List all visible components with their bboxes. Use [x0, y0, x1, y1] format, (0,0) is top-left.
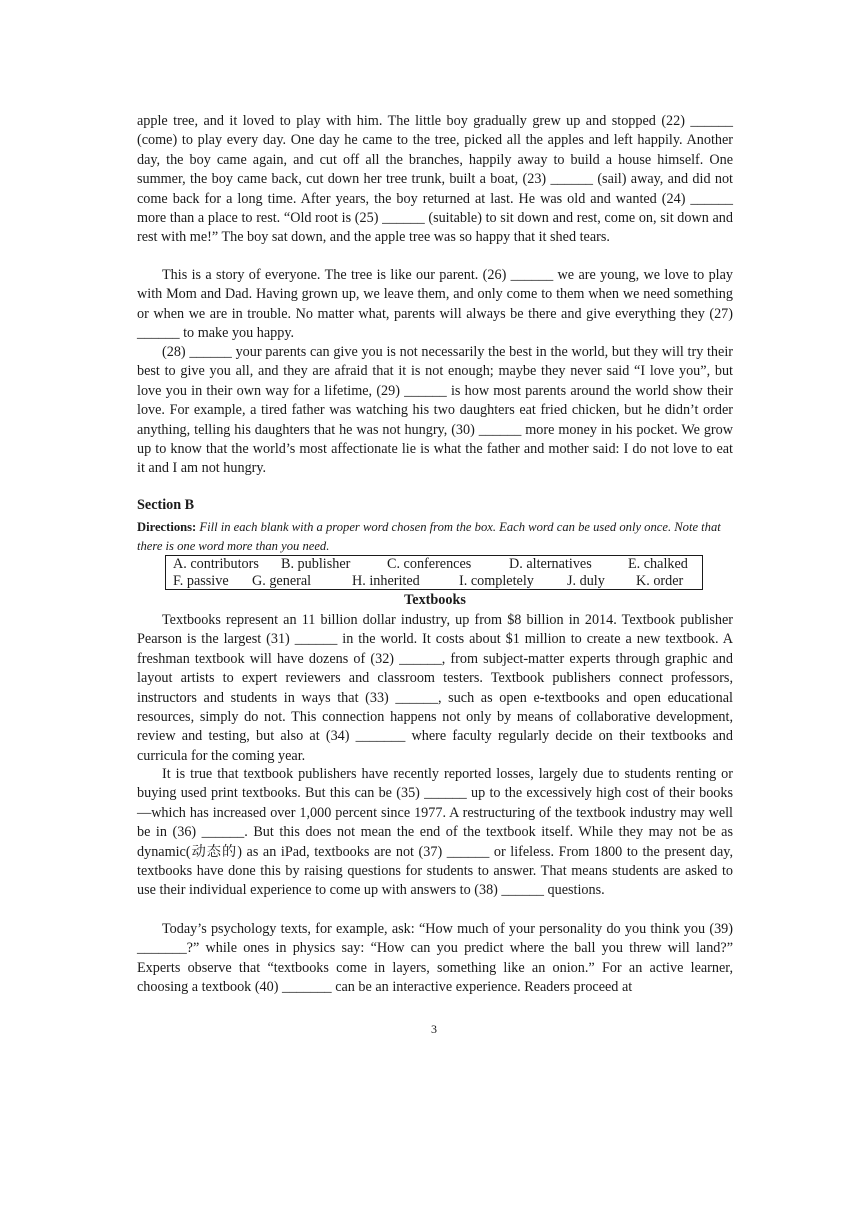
word-option: A. contributors	[173, 556, 259, 572]
passage-b-paragraph-3: Today’s psychology texts, for example, ask: “How much of your personality do you think you (39) _______?” while ones in physics say: “How can you predict where the ball you threw will land?” Experts observe that “textbooks come in layers, something like an onion.” For an active learner, choosing a textbook (40) _______ can be an interactive experience. Readers proceed at	[137, 921, 733, 996]
word-option: K. order	[636, 573, 684, 589]
page-number: 3	[431, 1022, 437, 1036]
word-option: B. publisher	[281, 556, 351, 572]
directions	[137, 518, 733, 556]
passage-a-paragraph-3: (28) ______ your parents can give you is not necessarily the best in the world, but they will try their best to give you all, and they are afraid that it is not enough; maybe they never said “I love you”, but love you in their own way for a lifetime, (29) ______ is how most parents around the world show their love. For example, a tired father was watching his two daughters eat fried chicken, but he didn’t order anything, telling his daughters that he was not hungry, (30) ______ more money in his pocket. We grow up to know that the world’s most affectionate lie is what the father and mother said: I do not love to eat it and I am not hungry.	[137, 344, 733, 477]
word-box-row-2	[166, 573, 702, 590]
directions-text: Fill in each blank with a proper word chosen from the box. Each word can be used only once. Note that there is one word more than you need.	[137, 520, 721, 553]
word-option: I. completely	[459, 573, 534, 589]
passage-a-paragraph-1: apple tree, and it loved to play with him. The little boy gradually grew up and stopped (22) ______ (come) to play every day. One day he came to the tree, picked all the apples and left happily. Another day, the boy came again, and cut off all the branches, happily away to build a house himself. One summer, the boy came back, cut down her tree trunk, built a boat, (23) ______ (sail) away, and did not come back for a long time. After years, the boy returned at last. He was old and wanted (24) ______ more than a place to rest. “Old root is (25) ______ (suitable) to sit down and rest, come on, sit down and rest with me!” The boy sat down, and the apple tree was so happy that it shed tears.	[137, 113, 733, 246]
directions-label: Directions:	[137, 520, 197, 534]
word-option: C. conferences	[387, 556, 472, 572]
section-b-title: Section B	[137, 497, 195, 513]
passage-b-paragraph-1: Textbooks represent an 11 billion dollar industry, up from $8 billion in 2014. Textbook publisher Pearson is the largest (31) ______ in the world. It costs about $1 million to create a new textbook. A freshman textbook will have dozens of (32) ______, from subject-matter experts through graphic and layout artists to expert reviewers and classroom testers. Textbook publishers connect professors, instructors and students in ways that (33) ______, such as open e-textbooks and open educational resources, simply do not. This connection happens not only by means of collaborative development, review and testing, but also at (34) _______ where faculty regularly decide on their textbooks and curricula for the coming year.	[137, 612, 733, 764]
word-box	[165, 555, 703, 590]
passage-title: Textbooks	[404, 592, 466, 608]
passage-a-paragraph-2: This is a story of everyone. The tree is like our parent. (26) ______ we are young, we love to play with Mom and Dad. Having grown up, we leave them, and only come to them when we need something or when we are in trouble. No matter what, parents will always be there and give everything they (27) ______ to make you happy.	[137, 267, 733, 342]
word-option: H. inherited	[352, 573, 420, 589]
word-option: J. duly	[567, 573, 605, 589]
word-option: D. alternatives	[509, 556, 592, 572]
word-box-row-1	[166, 556, 702, 573]
word-option: E. chalked	[628, 556, 688, 572]
word-option: F. passive	[173, 573, 229, 589]
passage-b-paragraph-2: It is true that textbook publishers have recently reported losses, largely due to students renting or buying used print textbooks. But this can be (35) ______ up to the excessively high cost of their books—which has increased over 1,000 percent since 1977. A restructuring of the textbook industry may well be in (36) ______. But this does not mean the end of the textbook itself. While they may not be as dynamic(动态的) as an iPad, textbooks are not (37) ______ or lifeless. From 1800 to the present day, textbooks have done this by raising questions for students to answer. That means students are asked to use their individual experience to come up with answers to (38) ______ questions.	[137, 766, 733, 899]
word-option: G. general	[252, 573, 312, 589]
